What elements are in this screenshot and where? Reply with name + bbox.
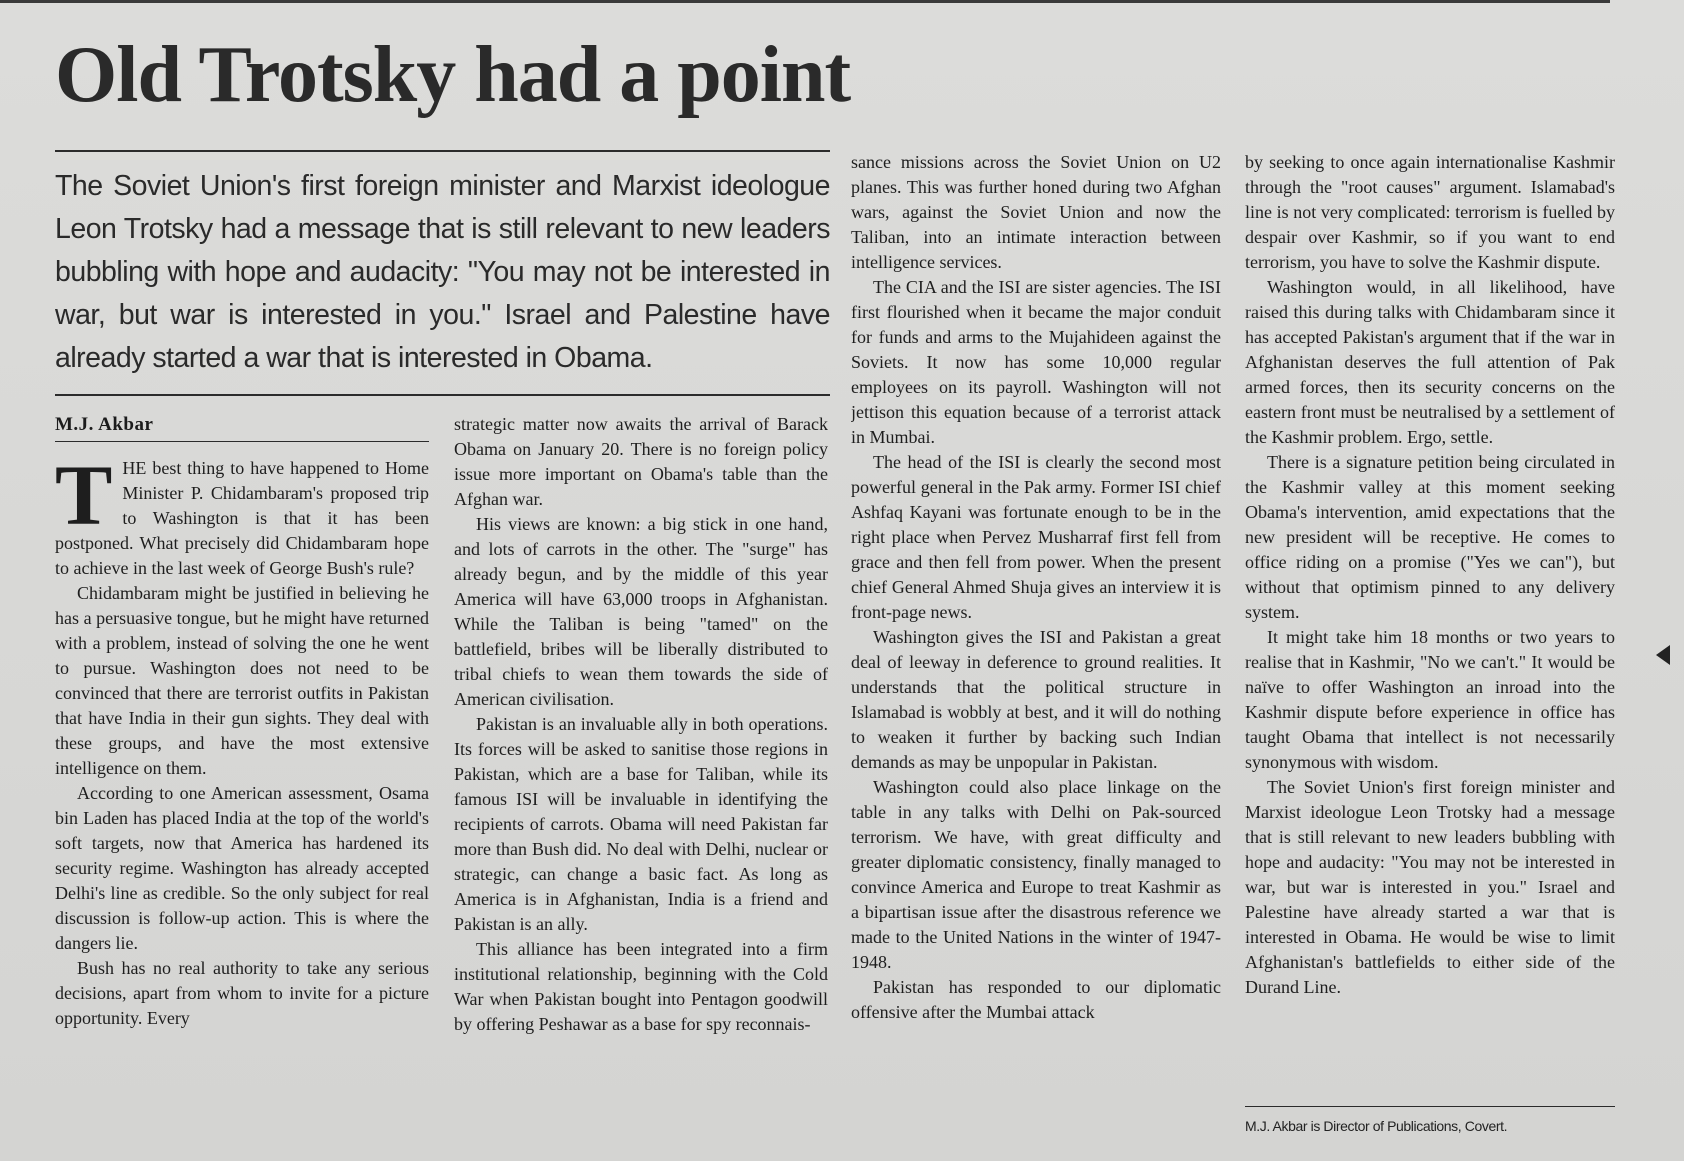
paragraph: Bush has no real authority to take any serious decisions, apart from whom to invite for a picture opportunity. Every (55, 958, 429, 1028)
paragraph: His views are known: a big stick in one hand, and lots of carrots in the other. The "surge" has already begun, and by the middle of this year America will have 63,000 troops in Afghanistan. While the Taliban is being "tamed" on the battlefield, bribes will be liberally distributed to tribal chiefs to wean them towards the side of American civilisation. (454, 514, 828, 709)
paragraph: Washington gives the ISI and Pakistan a great deal of leeway in deference to ground realities. It understands that the political structure in Islamabad is wobbly at best, and it will do nothing to weaken it further by backing such Indian demands as may be unpopular in Pakistan. (851, 627, 1221, 772)
paragraph: by seeking to once again internationalise Kashmir through the "root causes" argument. Islamabad's line is not very complicated: terrorism is fuelled by despair over Kashmir, so if you want to end terrorism, you have to solve the Kashmir dispute. (1245, 152, 1615, 272)
paragraph: The head of the ISI is clearly the second most powerful general in the Pak army. Former ISI chief Ashfaq Kayani was fortunate enough to be in the right place when Pervez Musharraf first fell from grace and then fell from power. When the present chief General Ahmed Shuja gives an interview it is front-page news. (851, 452, 1221, 622)
paragraph: This alliance has been integrated into a firm institutional relationship, beginning with the Cold War when Pakistan bought into Pentagon goodwill by offering Peshawar as a base for spy reconnais- (454, 939, 828, 1034)
paragraph: The Soviet Union's first foreign minister and Marxist ideologue Leon Trotsky had a message that is still relevant to new leaders bubbling with hope and audacity: "You may not be interested in war, but war is interested in you." Israel and Palestine have already started a war that is interested in Obama. He would be wise to limit Afghanistan's battlefields to either side of the Durand Line. (1245, 777, 1615, 997)
standfirst: The Soviet Union's first foreign minister and Marxist ideologue Leon Trotsky had a message that is still relevant to new leaders bubbling with hope and audacity: "You may not be interested in war, but war is interested in you." Israel and Palestine have already started a war that is interested in Obama. (55, 170, 830, 374)
top-rule (0, 0, 1610, 3)
standfirst-top-rule (55, 150, 830, 152)
paragraph: strategic matter now awaits the arrival of Barack Obama on January 20. There is no foreign policy issue more important on Obama's table than the Afghan war. (454, 414, 828, 509)
footnote-rule (1245, 1106, 1615, 1107)
paragraph: THE best thing to have happened to Home Minister P. Chidambaram's proposed trip to Washington is that it has been postponed. What precisely did Chidambaram hope to achieve in the last week of George Bush's rule? (55, 456, 429, 578)
paragraph: sance missions across the Soviet Union on U2 planes. This was further honed during two Afghan wars, against the Soviet Union and now the Taliban, into an intimate interaction between intelligence services. (851, 152, 1221, 272)
standfirst-bottom-rule (55, 394, 830, 396)
paragraph: Pakistan is an invaluable ally in both operations. Its forces will be asked to sanitise those regions in Pakistan, which are a base for Taliban, while its famous ISI will be invaluable in identifying the recipients of carrots. Obama will need Pakistan far more than Bush did. No deal with Delhi, nuclear or strategic, can change a basic fact. As long as America is in Afghanistan, India is a friend and Pakistan is an ally. (454, 714, 828, 934)
arrow-pointer-icon (1656, 645, 1670, 665)
paragraph: There is a signature petition being circulated in the Kashmir valley at this moment seeking Obama's intervention, amid expectations that the new president will be receptive. He comes to office riding on a promise ("Yes we can"), but without that optimism pinned to any delivery system. (1245, 452, 1615, 622)
paragraph: It might take him 18 months or two years to realise that in Kashmir, "No we can't." It would be naïve to offer Washington an inroad into the Kashmir dispute before experience in office has taught Obama that intellect is not necessarily synonymous with wisdom. (1245, 627, 1615, 772)
drop-cap: T (55, 456, 113, 543)
article-column-3 (851, 150, 1221, 1146)
headline: Old Trotsky had a point (55, 31, 851, 119)
article-column-1 (55, 456, 429, 1146)
paragraph: According to one American assessment, Osama bin Laden has placed India at the top of the world's soft targets, now that America has hardened its security regime. Washington has already accepted Delhi's line as credible. So the only subject for real discussion is follow-up action. This is where the dangers lie. (55, 783, 429, 953)
paragraph: Pakistan has responded to our diplomatic offensive after the Mumbai attack (851, 977, 1221, 1022)
author-footnote: M.J. Akbar is Director of Publications, Covert. (1245, 1118, 1508, 1134)
paragraph: Washington could also place linkage on the table in any talks with Delhi on Pak-sourced terrorism. We have, with great difficulty and greater diplomatic consistency, finally managed to convince America and Europe to treat Kashmir as a bipartisan issue after the disastrous reference we made to the United Nations in the winter of 1947-1948. (851, 777, 1221, 972)
byline: M.J. Akbar (55, 414, 154, 435)
article-column-2 (454, 412, 828, 1146)
paragraph: Chidambaram might be justified in believing he has a persuasive tongue, but he might have returned with a problem, instead of solving the one he went to pursue. Washington does not need to be convinced that there are terrorist outfits in Pakistan that have India in their gun sights. They deal with these groups, and have the most extensive intelligence on them. (55, 583, 429, 778)
paragraph: The CIA and the ISI are sister agencies. The ISI first flourished when it became the major conduit for funds and arms to the Mujahideen against the Soviets. It now has some 10,000 regular employees on its payroll. Washington will not jettison this equation because of a terrorist attack in Mumbai. (851, 277, 1221, 447)
byline-rule (55, 441, 429, 442)
paragraph: Washington would, in all likelihood, have raised this during talks with Chidambaram since it has accepted Pakistan's argument that if the war in Afghanistan deserves the full attention of Pak armed forces, then its security concerns on the eastern front must be neutralised by a settlement of the Kashmir problem. Ergo, settle. (1245, 277, 1615, 447)
article-column-4 (1245, 150, 1615, 1095)
